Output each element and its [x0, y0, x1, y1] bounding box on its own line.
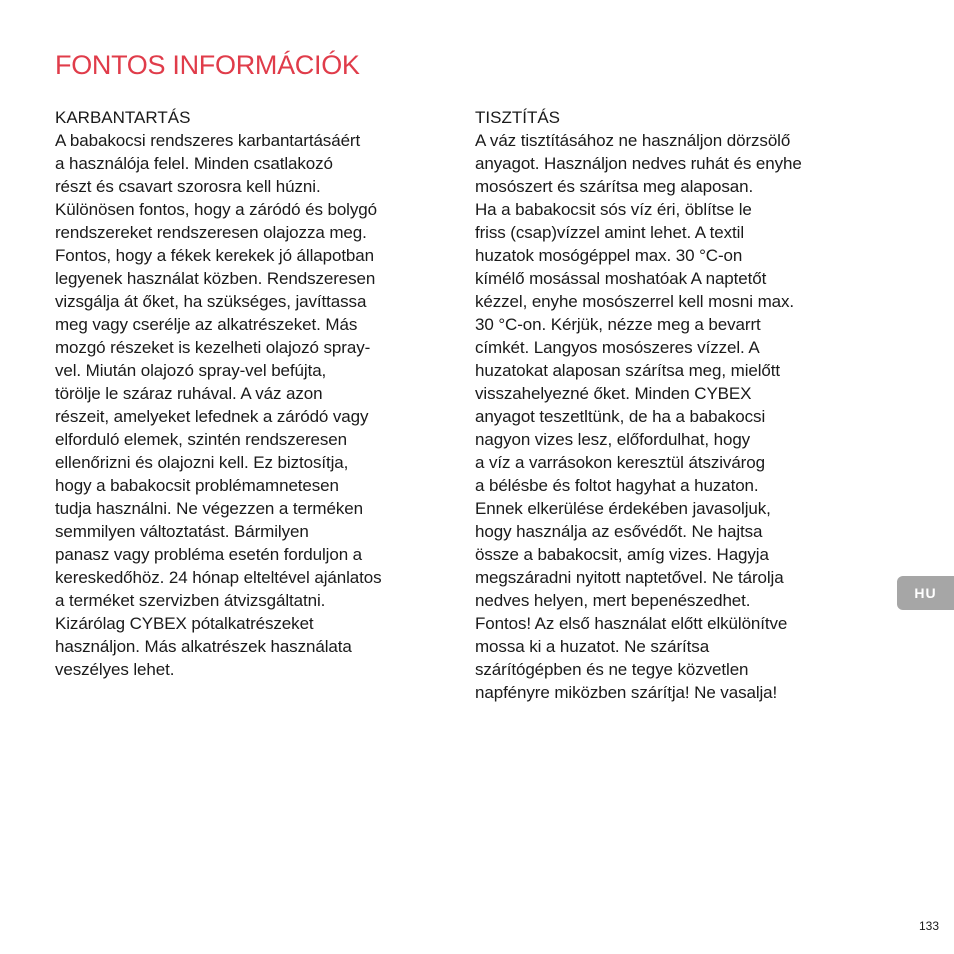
text-line: vizsgálja át őket, ha szükséges, javíttassa [55, 292, 367, 311]
text-line: hogy használja az esővédőt. Ne hajtsa [475, 522, 763, 541]
text-line: össze a babakocsit, amíg vizes. Hagyja [475, 545, 769, 564]
text-line: címkét. Langyos mosószeres vízzel. A [475, 338, 760, 357]
text-line: ellenőrizni és olajozni kell. Ez biztosítja, [55, 453, 349, 472]
text-line: mozgó részeket is kezelheti olajozó spray- [55, 338, 371, 357]
language-tab: HU [897, 576, 954, 610]
text-line: napfényre miközben szárítja! Ne vasalja! [475, 683, 778, 702]
text-line: nedves helyen, mert bepenészedhet. [475, 591, 751, 610]
text-line: Különösen fontos, hogy a záródó és bolygó [55, 200, 377, 219]
text-line: tudja használni. Ne végezzen a terméken [55, 499, 363, 518]
text-line: használjon. Más alkatrészek használata [55, 637, 352, 656]
text-line: Kizárólag CYBEX pótalkatrészeket [55, 614, 314, 633]
text-line: A váz tisztításához ne használjon dörzsölő [475, 131, 791, 150]
text-line: friss (csap)vízzel amint lehet. A textil [475, 223, 745, 242]
text-line: a használója felel. Minden csatlakozó [55, 154, 333, 173]
text-line: huzatok mosógéppel max. 30 °C-on [475, 246, 743, 265]
text-line: vel. Miután olajozó spray-vel befújta, [55, 361, 327, 380]
text-line: kímélő mosással moshatóak A naptetőt [475, 269, 767, 288]
text-line: semmilyen változtatást. Bármilyen [55, 522, 309, 541]
section-cleaning [475, 106, 870, 704]
section-heading-cleaning: TISZTÍTÁS [475, 108, 560, 127]
page-title: FONTOS INFORMÁCIÓK [55, 50, 360, 80]
text-line: megszáradni nyitott naptetővel. Ne tárolja [475, 568, 784, 587]
text-line: anyagot teszetltünk, de ha a babakocsi [475, 407, 766, 426]
text-line: panasz vagy probléma esetén forduljon a [55, 545, 363, 564]
text-line: rendszereket rendszeresen olajozza meg. [55, 223, 367, 242]
text-line: mosószert és szárítsa meg alaposan. [475, 177, 754, 196]
text-line: törölje le száraz ruhával. A váz azon [55, 384, 323, 403]
text-line: 30 °C-on. Kérjük, nézze meg a bevarrt [475, 315, 761, 334]
text-line: a terméket szervizben átvizsgáltatni. [55, 591, 326, 610]
section-body-maintenance [55, 129, 450, 681]
text-line: hogy a babakocsit problémamnetesen [55, 476, 339, 495]
section-heading-maintenance: KARBANTARTÁS [55, 108, 191, 127]
text-line: anyagot. Használjon nedves ruhát és enyhe [475, 154, 802, 173]
text-line: kézzel, enyhe mosószerrel kell mosni max. [475, 292, 795, 311]
text-line: A babakocsi rendszeres karbantartásáért [55, 131, 361, 150]
text-line: nagyon vizes lesz, előfordulhat, hogy [475, 430, 751, 449]
text-line: Ennek elkerülése érdekében javasoljuk, [475, 499, 771, 518]
text-line: meg vagy cserélje az alkatrészeket. Más [55, 315, 358, 334]
text-line: Ha a babakocsit sós víz éri, öblítse le [475, 200, 752, 219]
text-line: legyenek használat közben. Rendszeresen [55, 269, 376, 288]
text-line: Fontos, hogy a fékek kerekek jó állapotban [55, 246, 374, 265]
text-line: visszahelyezné őket. Minden CYBEX [475, 384, 752, 403]
text-line: elforduló elemek, szintén rendszeresen [55, 430, 347, 449]
text-line: részeit, amelyeket lefednek a záródó vagy [55, 407, 369, 426]
text-line: huzatokat alaposan szárítsa meg, mielőtt [475, 361, 780, 380]
text-line: mossa ki a huzatot. Ne szárítsa [475, 637, 710, 656]
text-line: kereskedőhöz. 24 hónap elteltével ajánlatos [55, 568, 382, 587]
text-line: részt és csavart szorosra kell húzni. [55, 177, 321, 196]
section-maintenance [55, 106, 450, 681]
text-line: szárítógépben és ne tegye közvetlen [475, 660, 749, 679]
text-line: veszélyes lehet. [55, 660, 175, 679]
section-body-cleaning [475, 129, 870, 704]
text-line: a bélésbe és foltot hagyhat a huzaton. [475, 476, 759, 495]
text-line: Fontos! Az első használat előtt elkülönítve [475, 614, 788, 633]
page-number: 133 [918, 919, 939, 933]
text-line: a víz a varrásokon keresztül átszivárog [475, 453, 765, 472]
